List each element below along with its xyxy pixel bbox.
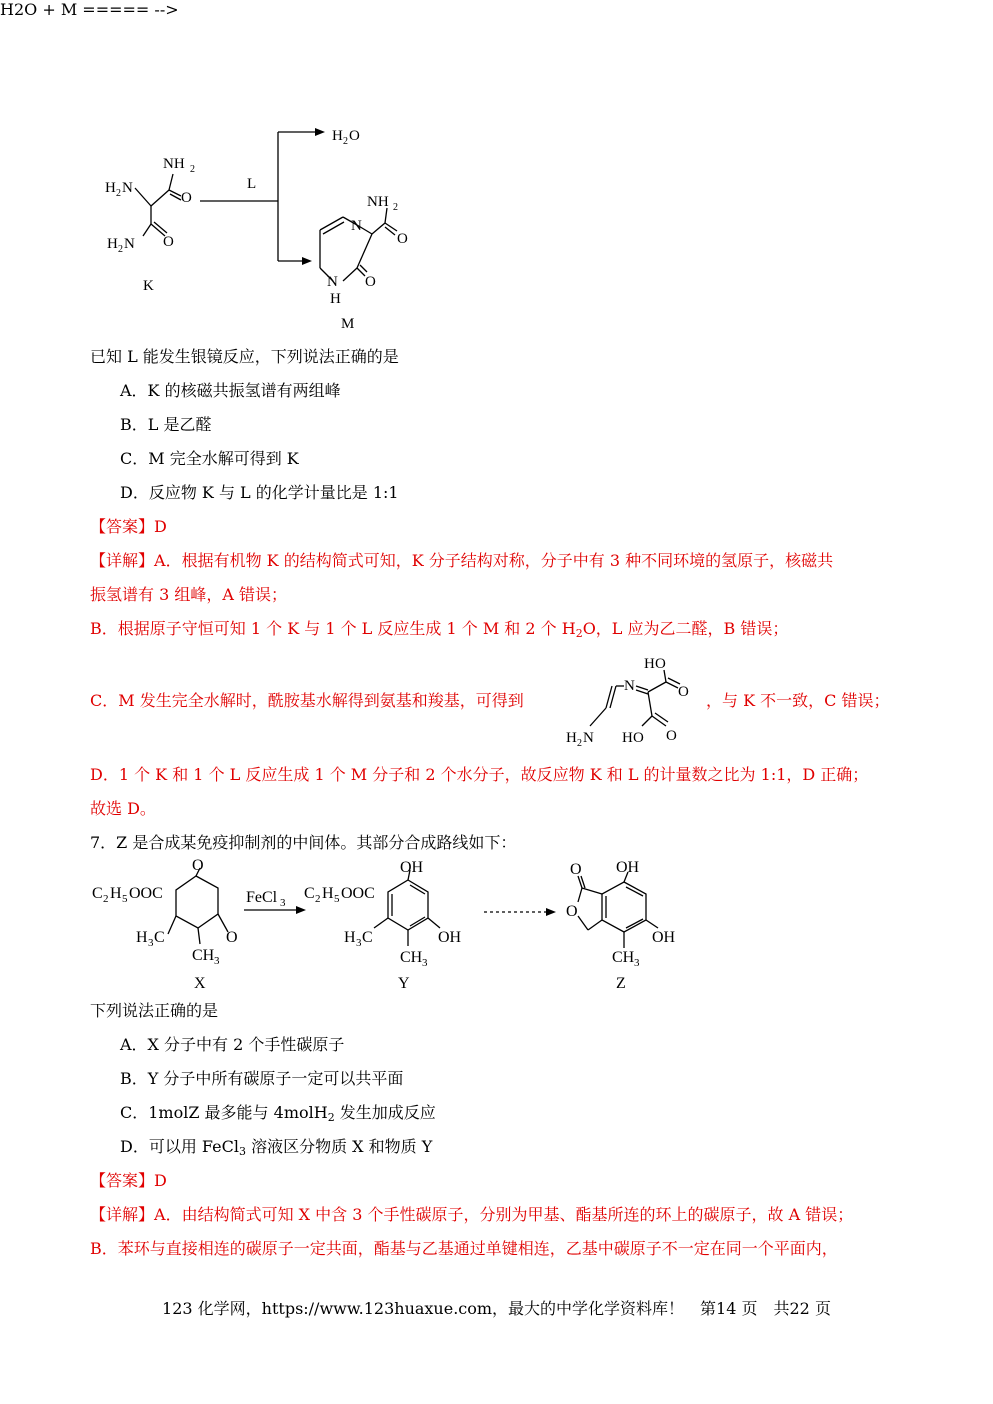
q6-option-c: C．M 完全水解可得到 K [120, 449, 299, 468]
svg-text:O: O [192, 858, 204, 874]
label-k: K [143, 278, 154, 294]
svg-text:2: 2 [343, 136, 348, 147]
svg-text:N: N [122, 180, 133, 196]
q7-stem2: 下列说法正确的是 [90, 1001, 219, 1020]
svg-text:3: 3 [634, 957, 640, 969]
q7-detail-a: 【详解】A．由结构简式可知 X 中含 3 个手性碳原子，分别为甲基、酯基所连的环上的碳原子，故 A 错误； [90, 1205, 854, 1224]
svg-text:O: O [678, 684, 689, 700]
q6-stem: 已知 L 能发生银镜反应，下列说法正确的是 [90, 347, 399, 366]
svg-text:3: 3 [148, 937, 154, 949]
reagent-fecl3: FeCl [246, 889, 278, 906]
svg-text:H: H [105, 180, 116, 196]
svg-text:5: 5 [122, 893, 128, 905]
svg-text:O: O [163, 234, 174, 250]
svg-text:OH: OH [438, 929, 462, 946]
svg-text:H: H [107, 236, 118, 252]
svg-text:OH: OH [652, 929, 676, 946]
svg-text:CH: CH [192, 947, 215, 964]
svg-text:C: C [154, 929, 165, 946]
svg-text:N: N [351, 218, 362, 234]
svg-text:3: 3 [356, 937, 362, 949]
q6-detail-d: D．1 个 K 和 1 个 L 反应生成 1 个 M 分子和 2 个水分子，故反应物 K 和 L 的计量数之比为 1:1，D 正确； [90, 765, 869, 784]
svg-text:NH: NH [367, 194, 389, 210]
q6-detail-a-cont: 振氢谱有 3 组峰，A 错误； [90, 585, 287, 604]
svg-text:O: O [226, 929, 238, 946]
svg-text:H: H [136, 929, 148, 946]
svg-text:N: N [583, 730, 594, 746]
k-atom: NH [163, 156, 185, 172]
svg-text:O: O [570, 861, 582, 878]
svg-text:2: 2 [103, 893, 109, 905]
svg-text:CH: CH [400, 949, 423, 966]
q6-detail-b: B．根据原子守恒可知 1 个 K 与 1 个 L 反应生成 1 个 M 和 2 个 $H_2O$，L 应为乙二醛，B 错误； [90, 619, 789, 640]
q6-detail-c-pre: C．M 发生完全水解时，酰胺基水解得到氨基和羧基，可得到 [90, 691, 524, 710]
svg-text:H: H [322, 885, 334, 902]
page-footer: 123 化学网，https://www.123huaxue.com，最大的中学化学资料库！ 第14 页 共22 页 [162, 1299, 831, 1318]
svg-text:H: H [644, 656, 655, 672]
svg-text:O: O [397, 231, 408, 247]
svg-text:2: 2 [190, 164, 195, 175]
svg-text:OOC: OOC [129, 885, 163, 902]
q7-option-b: B．Y 分子中所有碳原子一定可以共平面 [120, 1069, 404, 1088]
svg-text:C: C [304, 885, 315, 902]
svg-text:3: 3 [214, 955, 220, 967]
svg-text:2: 2 [116, 188, 121, 199]
svg-text:C: C [92, 885, 103, 902]
q6-option-d: D．反应物 K 与 L 的化学计量比是 1:1 [120, 483, 399, 502]
q6-answer: 【答案】D [90, 517, 167, 536]
svg-text:H: H [110, 885, 122, 902]
q6-detail-a: 【详解】A．根据有机物 K 的结构简式可知，K 分子结构对称，分子中有 3 种不同环境的氢原子，核磁共 [90, 551, 834, 570]
svg-text:2: 2 [315, 893, 321, 905]
scheme-k-to-m [95, 118, 425, 338]
svg-text:O: O [655, 656, 666, 672]
q7-detail-b: B．苯环与直接相连的碳原子一定共面，酯基与乙基通过单键相连，乙基中碳原子不一定在同一个平面内， [90, 1239, 838, 1258]
q6-option-a: A．K 的核磁共振氢谱有两组峰 [120, 381, 341, 400]
q7-option-c: C．1molZ 最多能与 4molH$_2$ 发生加成反应 [120, 1103, 436, 1124]
svg-text:H: H [344, 929, 356, 946]
product-h2o: H [332, 128, 343, 144]
label-x: X [194, 975, 206, 992]
svg-text:O: O [666, 728, 677, 744]
svg-text:C: C [362, 929, 373, 946]
svg-text:2: 2 [393, 202, 398, 213]
svg-text:3: 3 [422, 957, 428, 969]
q7-option-a: A．X 分子中有 2 个手性碳原子 [120, 1035, 345, 1054]
q7-option-d: D．可以用 FeCl$_3$ 溶液区分物质 X 和物质 Y [120, 1137, 433, 1158]
svg-text:O: O [566, 903, 578, 920]
svg-text:3: 3 [280, 897, 286, 909]
svg-text:H: H [566, 730, 577, 746]
svg-text:O: O [181, 190, 192, 206]
svg-text:2: 2 [577, 738, 582, 749]
svg-text:5: 5 [334, 893, 340, 905]
label-z: Z [616, 975, 626, 992]
hydrolysis-product-structure [562, 650, 702, 750]
svg-text:OH: OH [400, 859, 424, 876]
svg-text:OH: OH [616, 859, 640, 876]
svg-text:H: H [622, 730, 633, 746]
q6-conclusion: 故选 D。 [90, 799, 156, 818]
scheme-x-y-z [88, 858, 688, 998]
label-y: Y [398, 975, 410, 992]
svg-text:CH: CH [612, 949, 635, 966]
svg-text:H: H [330, 291, 341, 307]
svg-text:OOC: OOC [341, 885, 375, 902]
label-m: M [341, 316, 355, 332]
svg-text:N: N [124, 236, 135, 252]
q6-detail-c-post: ，与 K 不一致，C 错误； [706, 691, 890, 710]
svg-text:O: O [633, 730, 644, 746]
q7-answer: 【答案】D [90, 1171, 167, 1190]
svg-text:O: O [349, 128, 360, 144]
svg-text:N: N [327, 274, 338, 290]
svg-text:2: 2 [118, 244, 123, 255]
q7-stem: 7．Z 是合成某免疫抑制剂的中间体。其部分合成路线如下： [90, 833, 517, 852]
q6-option-b: B．L 是乙醛 [120, 415, 212, 434]
svg-text:O: O [365, 274, 376, 290]
label-l: L [247, 176, 257, 192]
svg-text:N: N [624, 678, 635, 694]
